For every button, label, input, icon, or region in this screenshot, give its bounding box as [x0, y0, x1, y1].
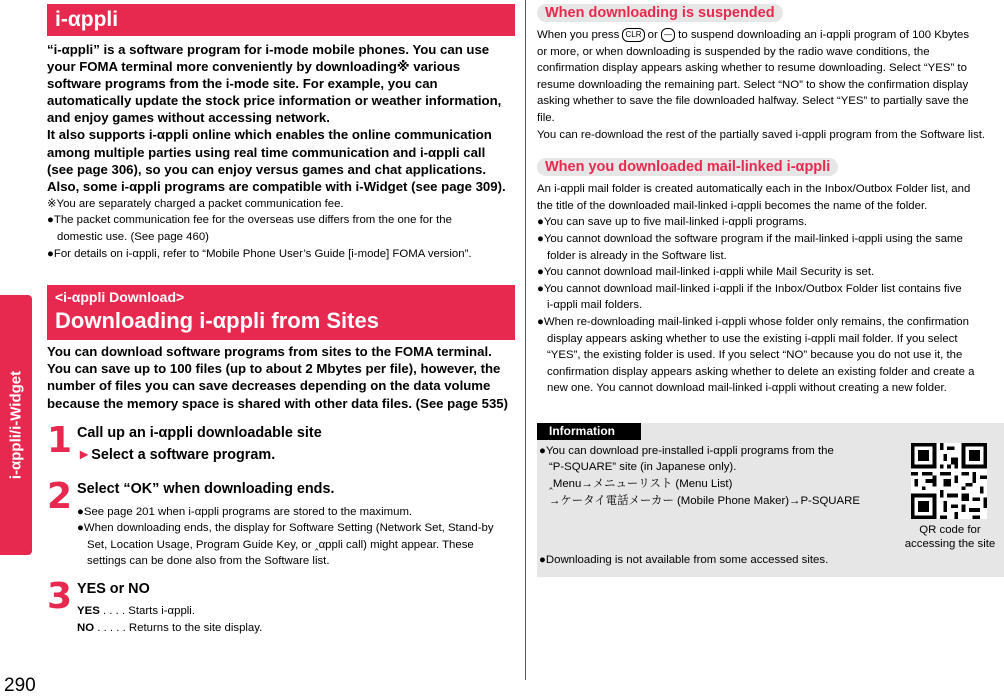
suspended-line: resume downloading the remaining part. Select “NO” to show the confirmation display [537, 78, 969, 91]
mail-line: An i-αppli mail folder is created automatically each in the Inbox/Outbox Folder list, and [537, 183, 971, 196]
info-line: “P-SQUARE” site (in Japanese only). [549, 461, 737, 474]
arrow-icon: ► [77, 446, 92, 463]
suspended-line: file. [537, 111, 555, 124]
step-number: 3 [47, 575, 73, 617]
intro-line: (see page 306), so you can enjoy versus games and chat applications. [47, 161, 487, 177]
download-section-header [47, 285, 515, 340]
qr-code-icon [911, 443, 987, 519]
intro-line: your FOMA terminal more conveniently by downloading※ various [47, 59, 461, 75]
intro-line: “i-αppli” is a software program for i-mode mobile phones. You can use [47, 42, 490, 57]
download-intro-line: because the memory space is shared with other data files. (See page 535) [47, 395, 509, 411]
bullet-item: ●The packet communication fee for the overseas use differs from the one for the [47, 214, 452, 227]
option-no-text: . . . . . Returns to the site display. [94, 621, 263, 634]
suspended-line [537, 27, 1003, 44]
suspended-line: You can re-download the rest of the partially saved i-αppli program from the Software list. [537, 128, 986, 141]
step-sub-label: Select a software program. [91, 446, 276, 463]
bullet-item-cont: domestic use. (See page 460) [57, 231, 209, 244]
step-3 [47, 575, 515, 636]
page-number: 290 [4, 675, 36, 696]
step-2 [47, 475, 515, 570]
mail-bullet-cont: display appears asking whether to use the existing i-αppli mail folder. If you select [547, 332, 958, 345]
qr-caption-line: accessing the site [904, 537, 996, 550]
mail-bullet-cont: new one. You cannot download mail-linked i-αppli without creating a new folder. [547, 382, 947, 395]
mail-bullet-cont: i-αppli mail folders. [547, 299, 643, 312]
information-body [539, 443, 889, 509]
section-title: i-αppli [47, 4, 515, 36]
option-no [77, 620, 515, 637]
step-1 [47, 419, 515, 466]
chapter-tab-label: i-αppli/i-Widget [7, 370, 25, 480]
clr-key-icon: CLR [622, 28, 644, 42]
mail-bullet: ●You cannot download the software program if the mail-linked i-αppli using the same [537, 232, 963, 245]
mail-linked-heading: When you downloaded mail-linked i-αppli [537, 158, 838, 176]
bullet-item: ●For details on i-αppli, refer to “Mobile Phone User’s Guide [i-mode] FOMA version”. [47, 247, 472, 260]
footnote: ※You are separately charged a packet communication fee. [47, 197, 344, 210]
intro-line: software programs from the i-mode site. For example, you can [47, 76, 438, 92]
mail-linked-body [537, 181, 1003, 397]
mail-bullet: ●You can save up to five mail-linked i-αppli programs. [537, 216, 808, 229]
step-title: Call up an i-αppli downloadable site [77, 424, 322, 441]
intro-line: It also supports i-αppli online which enables the online communication [47, 127, 492, 143]
text-fragment: or [647, 29, 658, 41]
mail-bullet: ●When re-downloading mail-linked i-αppli whose folder only remains, the confirmation [537, 315, 969, 328]
download-intro-line: You can download software programs from sites to the FOMA terminal. [47, 344, 492, 360]
info-footer-bullet: ●Downloading is not available from some accessed sites. [539, 553, 829, 566]
right-column [537, 4, 1003, 577]
suspended-line: asking whether to save the file downloaded halfway. Select “YES” to partially save the [537, 95, 969, 108]
download-intro-line: You can save up to 100 files (up to about 2 Mbytes per file), however, the [47, 361, 501, 377]
column-divider [525, 0, 526, 680]
qr-caption [895, 523, 1004, 551]
text-fragment: When you press [537, 29, 620, 41]
intro-paragraph [47, 41, 515, 195]
suspended-line: confirmation display appears asking whether to resume downloading. Select “YES” to [537, 62, 967, 75]
download-intro [47, 343, 515, 411]
option-yes-text: . . . . Starts i-αppli. [99, 604, 195, 617]
mail-bullet-cont: folder is already in the Software list. [547, 249, 727, 262]
option-no-key: NO [77, 621, 95, 634]
info-line: ●You can download pre-installed i-αppli programs from the [539, 444, 834, 457]
step-title: Select “OK” when downloading ends. [77, 480, 335, 497]
suspended-body [537, 27, 1003, 143]
text-fragment: to suspend downloading an i-αppli program of 100 Kbytes [678, 29, 970, 41]
mail-line: the title of the downloaded mail-linked i-αppli becomes the name of the folder. [537, 199, 928, 212]
mail-bullet: ●You cannot download mail-linked i-αppli if the Inbox/Outbox Folder list contains five [537, 282, 962, 295]
step-bullet: ●See page 201 when i-αppli programs are stored to the maximum. [77, 505, 413, 518]
qr-caption-line: QR code for [919, 523, 981, 536]
suspended-heading: When downloading is suspended [537, 4, 783, 22]
step-bullet: ●When downloading ends, the display for Software Setting (Network Set, Stand-by [77, 522, 494, 535]
suspended-line: or more, or when downloading is suspended by the radio wave conditions, the [537, 45, 930, 58]
intro-line: and enjoy games without accessing network. [47, 110, 330, 126]
download-subtitle: <i-αppli Download> [55, 289, 185, 306]
download-title: Downloading i-αppli from Sites [55, 308, 379, 334]
info-line: →ケータイ電話メーカー (Mobile Phone Maker)→P-SQUARE [549, 494, 860, 507]
download-intro-line: number of files you can save decreases depending on the data volume [47, 378, 491, 394]
info-line: ‸Menu→メニューリスト (Menu List) [549, 478, 733, 491]
step-number: 1 [47, 419, 73, 461]
chapter-side-tab [0, 295, 32, 555]
left-column [47, 4, 515, 636]
step-bullet-cont: Set, Location Usage, Program Guide Key, or ‸αppli call) might appear. These [87, 538, 474, 551]
information-box [537, 423, 1004, 577]
option-yes-key: YES [77, 604, 100, 617]
intro-line: automatically update the stock price information or weather information, [47, 93, 502, 109]
step-title: YES or NO [77, 580, 150, 597]
information-label: Information [537, 423, 641, 440]
step-substep [77, 444, 515, 466]
step-bullet-cont: settings can be done also from the Software list. [87, 555, 330, 568]
option-yes [77, 603, 515, 620]
mail-bullet-cont: confirmation display appears asking whether to delete an existing folder and create a [547, 365, 975, 378]
mail-bullet: ●You cannot download mail-linked i-αppli while Mail Security is set. [537, 266, 875, 279]
mail-bullet-cont: “YES”, the existing folder is used. If you select “NO” because you do not use it, the [547, 349, 963, 362]
intro-line: Also, some i-αppli programs are compatible with i-Widget (see page 309). [47, 178, 506, 194]
intro-line: among multiple parties using real time communication and i-αppli call [47, 144, 486, 160]
end-key-icon: — [661, 28, 675, 42]
step-number: 2 [47, 475, 73, 517]
